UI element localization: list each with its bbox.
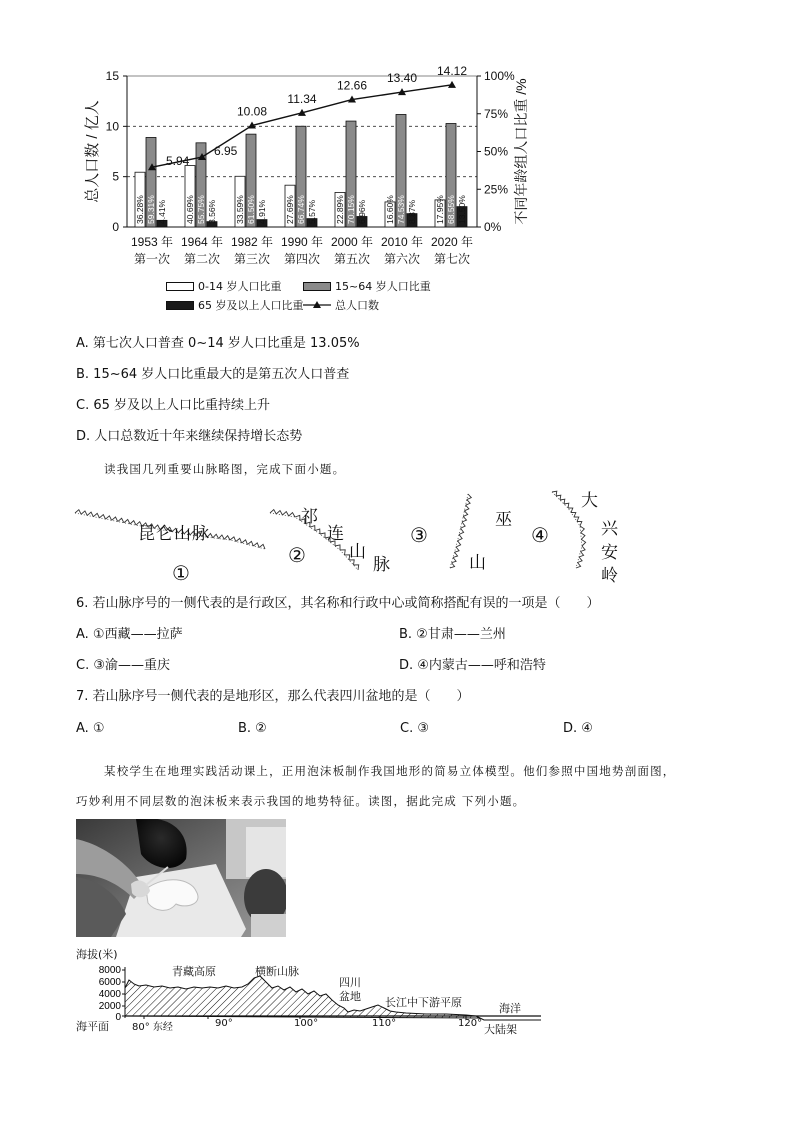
kunlun-tooth — [224, 536, 230, 540]
bar-label-old-5: 6.96% — [357, 199, 367, 224]
photo-illustration — [76, 819, 286, 937]
qilian-char-4: 脉 — [373, 555, 390, 575]
bar-label-young-3: 33.59% — [235, 195, 245, 224]
dahinggan-tooth — [560, 499, 565, 504]
profile-x-label-100: 100° — [294, 1018, 319, 1029]
x-label-order-3: 第三次 — [233, 252, 271, 266]
profile-y-axis — [99, 965, 125, 1023]
label-qinghai-tibet-plateau: 青藏高原 — [172, 965, 216, 978]
dahinggan-char-2: 兴 — [601, 519, 618, 539]
wushan-tooth — [461, 522, 466, 528]
q5-option-b: B. 15~64 岁人口比重最大的是第五次人口普查 — [76, 367, 350, 382]
x-label-order-4: 第四次 — [283, 252, 321, 266]
dahinggan-tooth — [552, 491, 557, 496]
x-label-year-7: 2020 年 — [430, 235, 474, 249]
profile-y-tick-8000: 8000 — [98, 965, 121, 976]
model-intro-line-2: 巧妙利用不同层数的泡沫板来表示我国的地势特征。读图，据此完成 下列小题。 — [76, 794, 526, 808]
x-label-year-4: 1990 年 — [280, 235, 324, 249]
total-label-1: 5.94 — [166, 154, 190, 169]
dahinggan-tooth — [564, 503, 569, 508]
total-label-4: 11.34 — [287, 91, 317, 106]
profile-x-label-90: 90° — [215, 1018, 233, 1029]
total-label-7: 14.12 — [436, 63, 468, 78]
kunlun-tooth — [213, 534, 219, 538]
label-sichuan-line-1: 四川 — [339, 976, 361, 989]
wushan-char-2: 山 — [469, 553, 486, 573]
kunlun-tooth — [259, 544, 265, 549]
qilian-tooth — [335, 545, 340, 550]
dahinggan-tooth — [581, 546, 586, 552]
dahinggan-char-4: 岭 — [601, 566, 618, 586]
qilian-char-1: 祁 — [301, 507, 318, 527]
kunlun-tooth — [236, 538, 242, 543]
total-label-2: 6.95 — [214, 144, 238, 159]
total-label-5: 12.66 — [336, 78, 368, 93]
kunlun-tooth — [230, 537, 236, 542]
dahinggan-char-3: 安 — [601, 543, 618, 563]
wushan-tooth — [452, 558, 457, 563]
kunlun-tooth — [99, 515, 105, 520]
dahinggan-tooth — [571, 513, 576, 518]
qilian-char-3: 山 — [349, 542, 366, 562]
q7-option-a: A. ① — [76, 721, 105, 736]
right-tick-label-50: 50% — [484, 144, 509, 159]
total-label-3: 10.08 — [236, 104, 268, 119]
right-tick-label-100: 100% — [484, 69, 515, 83]
left-tick-label-5: 5 — [112, 169, 119, 184]
bar-label-old-6: 8.87% — [407, 199, 417, 224]
profile-x-label-80: 80° 东经 — [132, 1022, 173, 1033]
right-tick-label-0: 0% — [484, 220, 502, 234]
sea-level-label: 海平面 — [76, 1020, 109, 1033]
legend-young-label: 0-14 岁人口比重 — [198, 280, 282, 293]
bar-label-old-4: 5.57% — [307, 199, 317, 224]
profile-y-tick-6000: 6000 — [98, 977, 121, 988]
bar-label-old-7: 13.50% — [457, 195, 467, 224]
legend-working — [303, 278, 431, 294]
wushan-char-1: 巫 — [495, 510, 512, 530]
left-tick-label-10: 10 — [105, 119, 119, 134]
kunlun-tooth — [248, 541, 254, 546]
wushan-tooth — [458, 535, 463, 541]
x-label-order-2: 第二次 — [183, 252, 221, 266]
legend-total — [303, 297, 379, 313]
kunlun-label: 昆仑山脉 — [138, 524, 210, 544]
dahinggan-char-1: 大 — [581, 491, 598, 511]
number-3: ③ — [410, 523, 428, 547]
legend-old — [166, 297, 304, 313]
dahinggan-tooth — [556, 495, 561, 500]
q7-stem: 7. 若山脉序号一侧代表的是地形区，那么代表四川盆地的是（ ） — [76, 689, 470, 704]
right-axis-title: 不同年龄组人口比重 /% — [513, 78, 529, 225]
kunlun-tooth — [124, 519, 130, 524]
legend-old-swatch — [166, 301, 194, 310]
x-label-year-6: 2010 年 — [380, 235, 424, 249]
label-yangtze-plain: 长江中下游平原 — [385, 996, 462, 1009]
q6-option-d: D. ④内蒙古——呼和浩特 — [399, 658, 546, 673]
right-tick-label-25: 25% — [484, 182, 509, 197]
bar-label-old-3: 4.91% — [257, 199, 267, 224]
bar-label-young-5: 22.89% — [335, 195, 345, 224]
legend-young — [166, 278, 281, 294]
bar-label-working-1: 59.31% — [146, 195, 156, 224]
left-tick-label-15: 15 — [105, 69, 119, 83]
bar-label-working-6: 74.53% — [396, 195, 406, 224]
profile-x-label-110: 110° — [372, 1018, 397, 1029]
right-tick-label-75: 75% — [484, 106, 509, 121]
q6-stem: 6. 若山脉序号的一侧代表的是行政区，其名称和行政中心或简称搭配有误的一项是（ ） — [76, 596, 600, 611]
number-2: ② — [288, 543, 306, 567]
q5-option-c: C. 65 岁及以上人口比重持续上升 — [76, 398, 271, 413]
wushan-tooth — [462, 516, 467, 522]
bar-label-young-7: 17.95% — [435, 195, 445, 224]
profile-y-tick-4000: 4000 — [98, 989, 121, 1000]
x-label-order-6: 第六次 — [383, 252, 421, 266]
wushan-tooth — [453, 552, 458, 557]
bar-label-working-7: 68.55% — [446, 195, 456, 224]
kunlun-tooth — [118, 518, 124, 523]
x-label-year-3: 1982 年 — [230, 235, 274, 249]
x-label-year-1: 1953 年 — [130, 235, 174, 249]
q6-option-c: C. ③渝——重庆 — [76, 658, 170, 673]
legend-total-label: 总人口数 — [335, 299, 379, 312]
label-ocean: 海洋 — [499, 1002, 521, 1015]
label-continental-shelf: 大陆架 — [484, 1023, 517, 1036]
x-label-order-7: 第七次 — [433, 252, 471, 266]
dahinggan-tooth — [574, 517, 579, 522]
x-label-order-5: 第五次 — [333, 252, 371, 266]
population-chart — [75, 62, 555, 312]
model-intro-line-1: 某校学生在地理实践活动课上，正用泡沫板制作我国地形的简易立体模型。他们参照中国地势剖面图， — [104, 764, 676, 778]
profile-x-label-120: 120° — [458, 1018, 483, 1029]
number-1: ① — [172, 561, 190, 585]
q5-option-d: D. 人口总数近十年来继续保持增长态势 — [76, 429, 303, 444]
label-hengduan-mountains: 横断山脉 — [255, 965, 299, 978]
q7-option-c: C. ③ — [400, 721, 429, 736]
qilian-char-2: 连 — [327, 524, 344, 544]
bar-label-old-1: 4.41% — [157, 199, 167, 224]
q6-option-b: B. ②甘肃——兰州 — [399, 627, 506, 642]
bar-label-young-2: 40.69% — [185, 195, 195, 224]
left-axis-title: 总人口数 / 亿人 — [84, 100, 101, 203]
wushan-tooth — [459, 528, 464, 534]
kunlun-tooth — [112, 517, 118, 522]
legend-working-swatch — [303, 282, 331, 291]
bar-label-working-4: 66.74% — [296, 195, 306, 224]
profile-y-title: 海拔(米) — [76, 948, 118, 961]
legend-working-label: 15~64 岁人口比重 — [335, 280, 431, 293]
x-label-order-1: 第一次 — [133, 252, 171, 266]
bar-label-working-3: 61.50% — [246, 195, 256, 224]
dahinggan-tooth — [580, 526, 584, 533]
profile-y-tick-2000: 2000 — [98, 1001, 121, 1012]
bar-label-working-2: 55.75% — [196, 195, 206, 224]
wushan-tooth — [450, 563, 455, 568]
number-4: ④ — [531, 523, 549, 547]
mountain-intro: 读我国几列重要山脉略图，完成下面小题。 — [104, 462, 346, 476]
legend-total-line-icon — [303, 300, 331, 310]
qilian-tooth — [289, 513, 295, 517]
kunlun-tooth — [253, 543, 259, 548]
continental-shelf-line — [480, 1018, 541, 1020]
x-label-year-5: 2000 年 — [330, 235, 374, 249]
profile-y-tick-0: 0 — [115, 1012, 121, 1023]
legend-young-swatch — [166, 282, 194, 291]
label-sichuan-line-2: 盆地 — [339, 990, 361, 1003]
x-label-year-2: 1964 年 — [180, 235, 224, 249]
legend-old-label: 65 岁及以上人口比重 — [198, 299, 304, 312]
total-point-7 — [448, 81, 456, 88]
q7-option-d: D. ④ — [563, 721, 593, 736]
q6-option-a: A. ①西藏——拉萨 — [76, 627, 183, 642]
q5-option-a: A. 第七次人口普查 0~14 岁人口比重是 13.05% — [76, 336, 360, 351]
q7-option-b: B. ② — [238, 721, 267, 736]
bar-label-old-2: 3.56% — [207, 199, 217, 224]
classroom-photo — [76, 819, 286, 937]
bar-label-working-5: 70.15% — [346, 195, 356, 224]
kunlun-tooth — [106, 516, 112, 521]
total-label-6: 13.40 — [386, 71, 418, 86]
left-tick-label-0: 0 — [112, 220, 119, 234]
kunlun-tooth — [219, 535, 225, 539]
bar-label-young-4: 27.69% — [285, 195, 295, 224]
kunlun-tooth — [242, 540, 248, 545]
bar-label-young-6: 16.60% — [385, 195, 395, 224]
bar-label-young-1: 36.28% — [135, 195, 145, 224]
